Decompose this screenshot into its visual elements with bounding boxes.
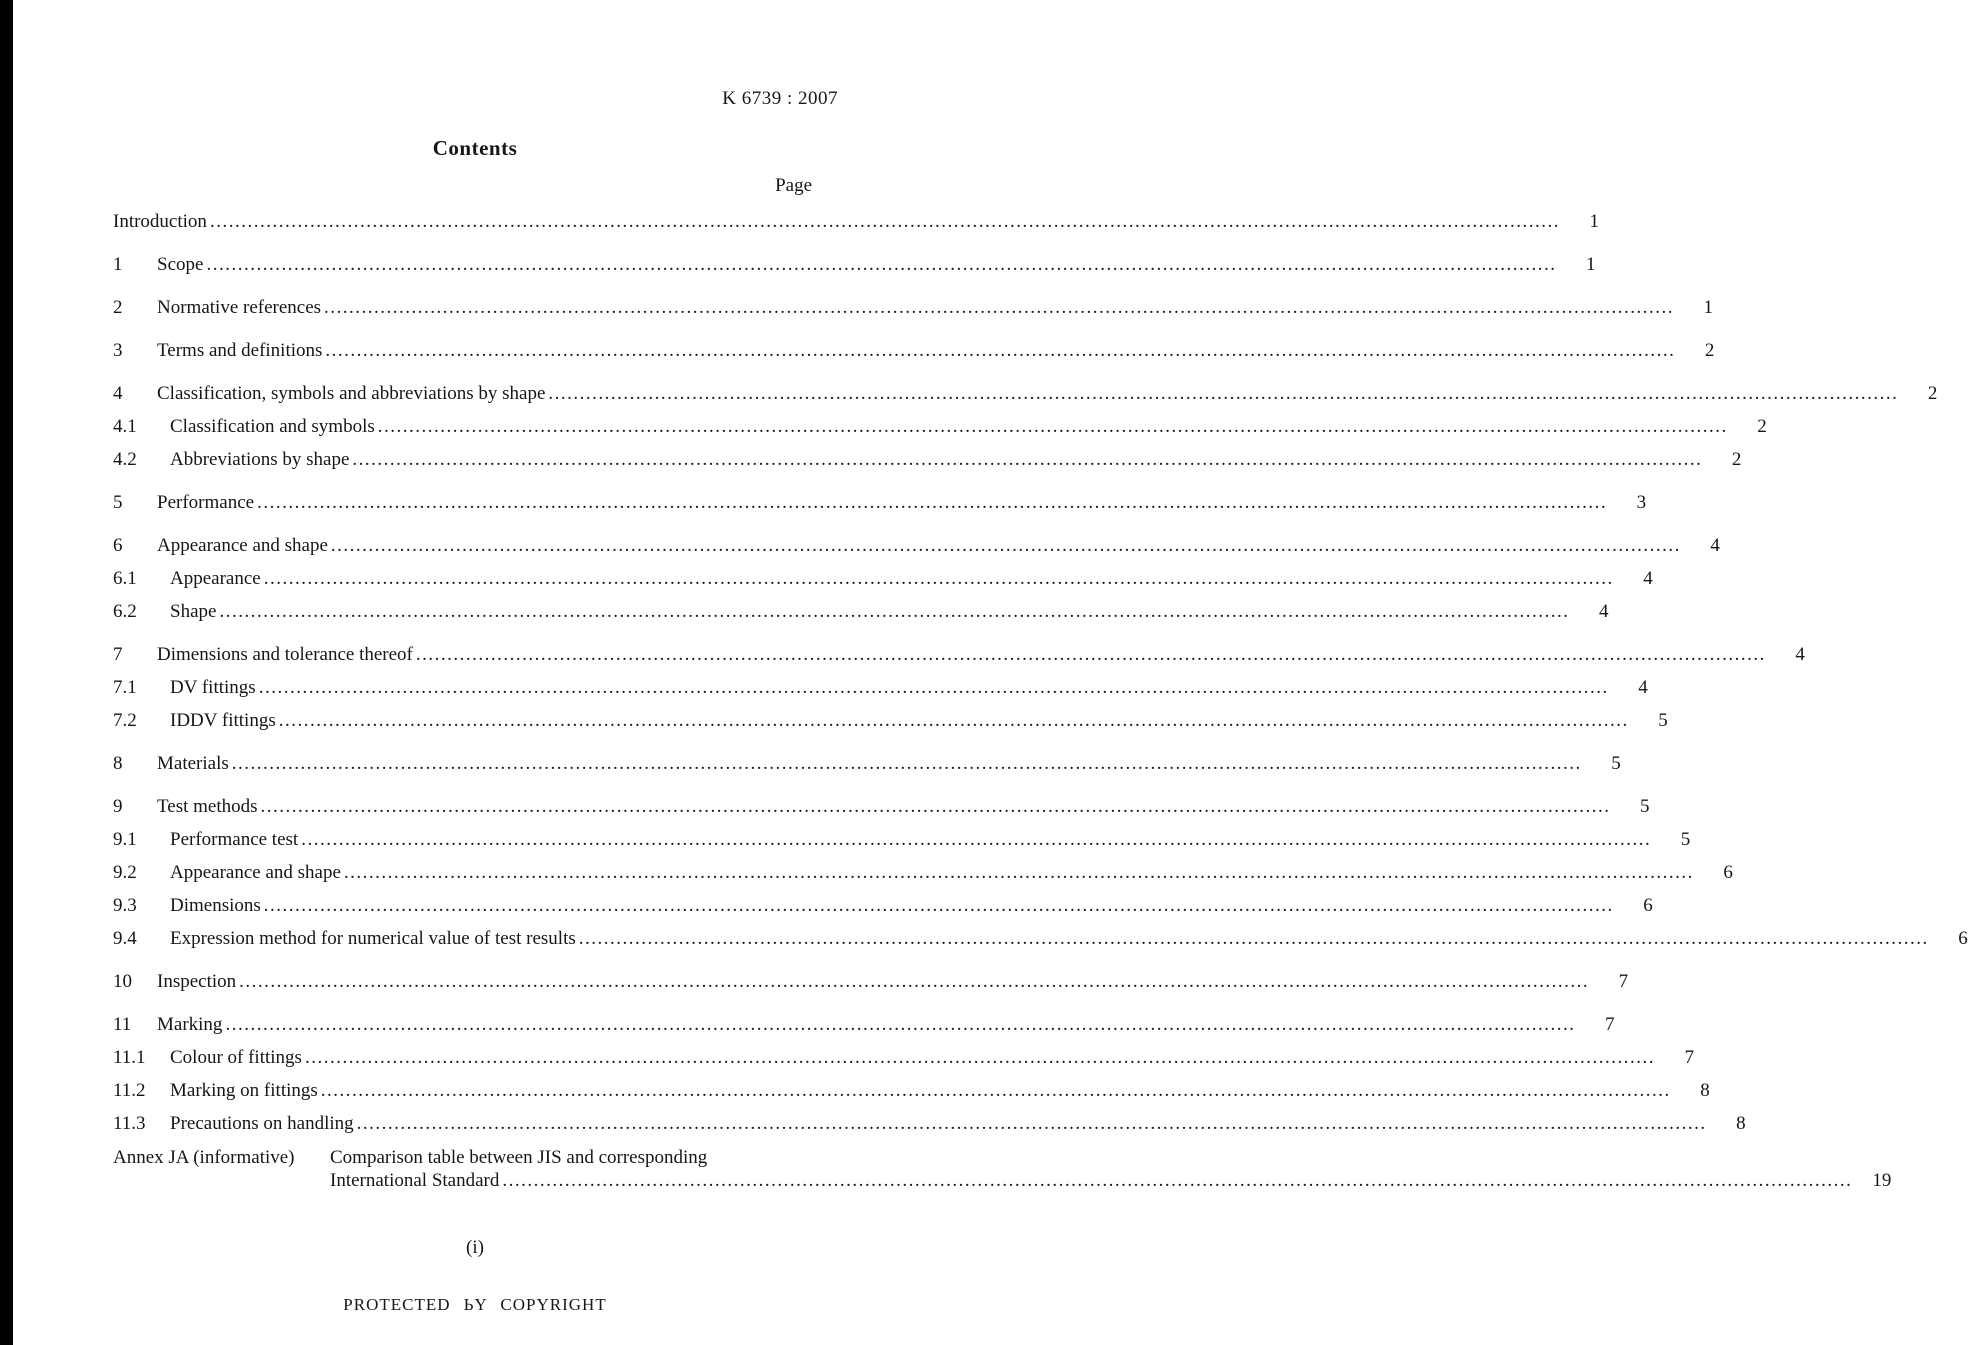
dot-leader [301, 823, 1651, 856]
toc-entry-page: 2 [1927, 383, 1938, 404]
toc-entry-page: 4 [1638, 677, 1648, 698]
toc-entry [113, 334, 1715, 367]
dot-leader [548, 377, 1898, 410]
toc-entry-number: 6.1 [113, 568, 137, 589]
toc-entry [113, 1074, 1710, 1107]
toc-entry-label: Dimensions and tolerance thereof [157, 644, 413, 665]
dot-leader [579, 922, 1929, 955]
toc-entry-number: 11.1 [113, 1047, 146, 1068]
toc-entry [113, 562, 1653, 595]
toc-entry-label: DV fittings [170, 677, 256, 698]
toc-entry [113, 1008, 1615, 1041]
toc-entry-label: Classification, symbols and abbreviations by shape [157, 383, 546, 404]
dot-leader [279, 704, 1629, 737]
toc-entry [113, 443, 1742, 476]
toc-entry [113, 248, 1596, 281]
toc-entry [113, 790, 1650, 823]
dot-leader [225, 1008, 1575, 1041]
toc-entry-number: 9.4 [113, 928, 137, 949]
annex-title-line2-row [330, 1169, 1891, 1192]
toc-entry-number: 4.1 [113, 416, 137, 437]
toc-entry-page: 2 [1731, 449, 1742, 470]
dot-leader [502, 1169, 1852, 1192]
toc-entry-label: Expression method for numerical value of test results [170, 928, 576, 949]
toc-entry [113, 922, 1968, 955]
toc-entry-number: 10 [113, 971, 132, 992]
toc-entry-page: 2 [1757, 416, 1767, 437]
toc-entry [113, 1107, 1746, 1140]
toc-entry-label: Colour of fittings [170, 1047, 302, 1068]
toc-entry [113, 529, 1720, 562]
toc-entry-number: 8 [113, 753, 123, 774]
dot-leader [331, 529, 1681, 562]
toc-entry [113, 704, 1668, 737]
toc-entry-number: 9.1 [113, 829, 137, 850]
toc-entry-label: Introduction [113, 211, 207, 232]
dot-leader [239, 965, 1589, 998]
dot-leader [416, 638, 1766, 671]
annex-label: Annex JA (informative) [113, 1147, 295, 1168]
dot-leader [344, 856, 1694, 889]
toc-entry [113, 486, 1647, 519]
toc-entry-page: 6 [1643, 895, 1653, 916]
toc-entry-number: 1 [113, 254, 123, 275]
document-number: K 6739 : 2007 [722, 88, 838, 109]
toc-entry-label: Materials [157, 753, 229, 774]
toc-entry-label: Test methods [157, 796, 258, 817]
dot-leader [325, 334, 1675, 367]
toc-entry-number: 4.2 [113, 449, 137, 470]
toc-entry-label: Terms and definitions [157, 340, 323, 361]
annex-title-line2: International Standard [330, 1170, 500, 1191]
toc-entry-page: 4 [1598, 601, 1609, 622]
toc-entry-page: 4 [1710, 535, 1720, 556]
toc-entry-page: 4 [1795, 644, 1805, 665]
toc-entry-number: 7.1 [113, 677, 137, 698]
toc-entry [113, 377, 1938, 410]
toc-entry-label: Appearance [170, 568, 261, 589]
toc-entry [113, 747, 1621, 780]
dot-leader [357, 1107, 1707, 1140]
toc-entry [113, 965, 1629, 998]
dot-leader [324, 291, 1674, 324]
toc-entry-number: 6 [113, 535, 123, 556]
toc-entry-page: 8 [1736, 1113, 1746, 1134]
toc-entry-label: Marking on fittings [170, 1080, 318, 1101]
toc-entry [113, 595, 1609, 628]
dot-leader [378, 410, 1728, 443]
toc-entry-page: 5 [1640, 796, 1650, 817]
toc-entry-page: 7 [1604, 1014, 1615, 1035]
toc-entry [113, 671, 1648, 704]
toc-entry-label: Performance [157, 492, 255, 513]
annex-page-number: 19 [1872, 1170, 1892, 1191]
toc-entry-page: 7 [1684, 1047, 1694, 1068]
toc-entry-page: 7 [1618, 971, 1629, 992]
toc-entry-number: 11.3 [113, 1113, 146, 1134]
dot-leader [264, 889, 1614, 922]
toc-entry-number: 5 [113, 492, 123, 513]
toc-entry [113, 823, 1691, 856]
dot-leader [232, 747, 1582, 780]
toc-entry-label: Precautions on handling [170, 1113, 354, 1134]
folio-page-number: (i) [466, 1237, 484, 1258]
dot-leader [219, 595, 1569, 628]
toc-entry-page: 8 [1700, 1080, 1710, 1101]
toc-entry-label: Dimensions [170, 895, 261, 916]
toc-entry-page: 1 [1703, 297, 1714, 318]
toc-entry-number: 7 [113, 644, 123, 665]
toc-entry-label: Performance test [170, 829, 299, 850]
toc-entry [113, 856, 1733, 889]
toc-entry-page: 6 [1958, 928, 1968, 949]
toc-entry-page: 2 [1704, 340, 1715, 361]
page-column-label: Page [775, 175, 812, 196]
toc-entry-label: Marking [157, 1014, 223, 1035]
toc-entry-page: 1 [1585, 254, 1596, 275]
dot-leader [210, 205, 1560, 238]
toc-entry-label: Appearance and shape [157, 535, 328, 556]
toc-entry [113, 1041, 1694, 1074]
toc-entry-label: Inspection [157, 971, 237, 992]
toc-entry-page: 5 [1658, 710, 1668, 731]
toc-entry-label: Scope [157, 254, 204, 275]
dot-leader [264, 562, 1614, 595]
toc-entry [113, 205, 1599, 238]
dot-leader [321, 1074, 1671, 1107]
toc-entry-page: 3 [1636, 492, 1647, 513]
toc-entry-number: 11.2 [113, 1080, 146, 1101]
toc-entry [113, 410, 1767, 443]
annex-body [330, 1146, 1891, 1192]
toc-entry-label: IDDV fittings [170, 710, 276, 731]
toc-entry-label: Abbreviations by shape [170, 449, 350, 470]
toc-entry-number: 4 [113, 383, 123, 404]
toc-entry-page: 5 [1680, 829, 1691, 850]
toc-entry-page: 1 [1589, 211, 1599, 232]
dot-leader [259, 671, 1609, 704]
annex-title-line1: Comparison table between JIS and corresponding [330, 1147, 708, 1168]
toc-entry-page: 6 [1723, 862, 1733, 883]
toc-entry [113, 638, 1805, 671]
dot-leader [261, 790, 1611, 823]
toc-entry-number: 6.2 [113, 601, 137, 622]
dot-leader [257, 486, 1607, 519]
dot-leader [305, 1041, 1655, 1074]
toc-list [113, 205, 1968, 1140]
contents-title: Contents [432, 136, 518, 160]
toc-entry-label: Shape [170, 601, 217, 622]
toc-entry-number: 9.2 [113, 862, 137, 883]
toc-entry-number: 7.2 [113, 710, 137, 731]
dot-leader [352, 443, 1702, 476]
toc-entry-number: 3 [113, 340, 123, 361]
page-edge-bar [0, 0, 13, 1345]
toc-entry-page: 4 [1643, 568, 1653, 589]
toc-entry-label: Classification and symbols [170, 416, 375, 437]
toc-entry-number: 2 [113, 297, 123, 318]
toc-entry-page: 5 [1611, 753, 1621, 774]
toc-entry-label: Appearance and shape [170, 862, 341, 883]
toc-entry [113, 291, 1714, 324]
dot-leader [206, 248, 1556, 281]
toc-entry [113, 889, 1653, 922]
annex-entry [113, 1146, 1892, 1192]
toc-entry-number: 9.3 [113, 895, 137, 916]
toc-entry-number: 11 [113, 1014, 132, 1035]
copyright-notice: PROTECTED ЬY COPYRIGHT [343, 1295, 607, 1314]
toc-entry-number: 9 [113, 796, 123, 817]
toc-entry-label: Normative references [157, 297, 322, 318]
